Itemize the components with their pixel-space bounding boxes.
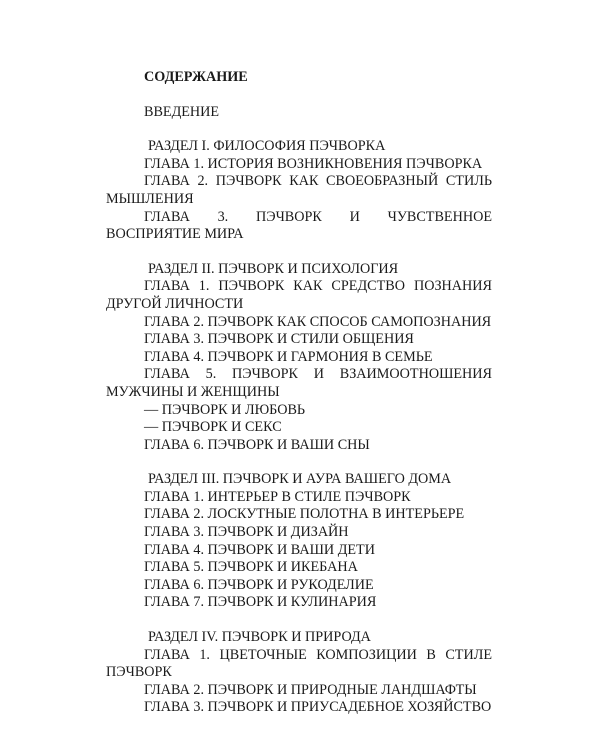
toc-subentry: — ПЭЧВОРК И СЕКС xyxy=(144,419,282,436)
section-heading: РАЗДЕЛ IV. ПЭЧВОРК И ПРИРОДА xyxy=(148,629,371,646)
toc-entry: ГЛАВА 3. ПЭЧВОРК И ДИЗАЙН xyxy=(144,524,349,541)
toc-section-1 xyxy=(106,138,492,244)
section-heading: РАЗДЕЛ III. ПЭЧВОРК И АУРА ВАШЕГО ДОМА xyxy=(148,471,452,488)
toc-entry: ГЛАВА 3. ПЭЧВОРК И СТИЛИ ОБЩЕНИЯ xyxy=(144,331,414,348)
toc-entry: ГЛАВА 3. ПЭЧВОРК И ПРИУСАДЕБНОЕ ХОЗЯЙСТВО xyxy=(144,699,492,716)
toc-title: СОДЕРЖАНИЕ xyxy=(144,69,248,85)
toc-entry: ГЛАВА 1. ИНТЕРЬЕР В СТИЛЕ ПЭЧВОРК xyxy=(144,488,411,505)
toc-entry: ГЛАВА 4. ПЭЧВОРК И ГАРМОНИЯ В СЕМЬЕ xyxy=(144,348,433,365)
toc-entry: ГЛАВА 2. ПЭЧВОРК КАК СПОСОБ САМОПОЗНАНИЯ xyxy=(144,313,492,330)
toc-subentry: — ПЭЧВОРК И ЛЮБОВЬ xyxy=(144,401,306,418)
toc-entry: ГЛАВА 4. ПЭЧВОРК И ВАШИ ДЕТИ xyxy=(144,541,375,558)
toc-entry: ГЛАВА 2. ЛОСКУТНЫЕ ПОЛОТНА В ИНТЕРЬЕРЕ xyxy=(144,506,465,523)
toc-entry: ГЛАВА 1. ПЭЧВОРК КАК СРЕДСТВО ПОЗНАНИЯ ДРУГОЙ ЛИЧНОСТИ xyxy=(106,278,492,312)
toc-section-2 xyxy=(106,261,492,455)
toc-entry: ГЛАВА 3. ПЭЧВОРК И ЧУВСТВЕННОЕ ВОСПРИЯТИЕ МИРА xyxy=(106,208,492,243)
section-heading: РАЗДЕЛ II. ПЭЧВОРК И ПСИХОЛОГИЯ xyxy=(148,260,399,277)
toc-entry: ГЛАВА 2. ПЭЧВОРК И ПРИРОДНЫЕ ЛАНДШАФТЫ xyxy=(144,681,477,698)
toc-entry: ГЛАВА 1. ЦВЕТОЧНЫЕ КОМПОЗИЦИИ В СТИЛЕ ПЭЧВОРК xyxy=(106,646,492,681)
toc-entry: ГЛАВА 6. ПЭЧВОРК И РУКОДЕЛИЕ xyxy=(144,576,374,593)
toc-section-3 xyxy=(106,471,492,612)
toc-entry: ГЛАВА 7. ПЭЧВОРК И КУЛИНАРИЯ xyxy=(144,594,377,611)
toc-entry: ГЛАВА 5. ПЭЧВОРК И ВЗАИМООТНОШЕНИЯ МУЖЧИНЫ И ЖЕНЩИНЫ xyxy=(106,366,492,400)
toc-entry: ГЛАВА 2. ПЭЧВОРК КАК СВОЕОБРАЗНЫЙ СТИЛЬ МЫШЛЕНИЯ xyxy=(106,173,492,207)
section-heading: РАЗДЕЛ I. ФИЛОСОФИЯ ПЭЧВОРКА xyxy=(148,138,386,155)
toc-entry: ГЛАВА 6. ПЭЧВОРК И ВАШИ СНЫ xyxy=(144,436,370,453)
toc-entry: ГЛАВА 1. ИСТОРИЯ ВОЗНИКНОВЕНИЯ ПЭЧВОРКА xyxy=(144,155,483,172)
table-of-contents xyxy=(106,69,492,734)
toc-section-4 xyxy=(106,629,492,717)
toc-intro: ВВЕДЕНИЕ xyxy=(144,103,220,120)
toc-entry: ГЛАВА 5. ПЭЧВОРК И ИКЕБАНА xyxy=(144,559,358,576)
